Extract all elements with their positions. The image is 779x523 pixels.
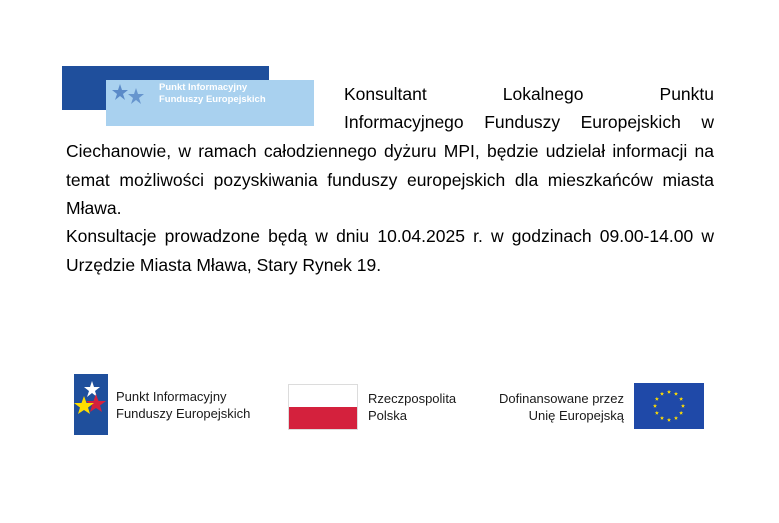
fe-footer-line1: Punkt Informacyjny [116,389,227,404]
header-logo-text [159,82,266,106]
ue-footer-line2: Unię Europejską [528,408,624,423]
header-logo-line1: Punkt Informacyjny [159,82,248,93]
body-paragraph-1-line-2: Informacyjnego Funduszy Europejskich w [344,112,714,132]
header-logo-line2: Funduszy Europejskich [159,94,266,105]
body-paragraph-1-line-1: Konsultant Lokalnego Punktu [344,84,714,104]
ue-footer-line1: Dofinansowane przez [498,391,624,406]
fe-star-logo-icon [74,374,108,435]
rp-footer-line1: Rzeczpospolita [368,391,457,406]
rp-footer-label [368,390,456,424]
fe-footer-line2: Funduszy Europejskich [116,406,251,421]
body-paragraph-1-rest: Ciechanowie, w ramach całodziennego dyżuru MPI, będzie udzielał informacji na temat możliwości pozyskiwania funduszy europejskich dla mieszkańców miasta Mława. [66,141,714,218]
polish-flag-icon [288,384,358,430]
body-paragraph-2: Konsultacje prowadzone będą w dniu 10.04.2025 r. w godzinach 09.00-14.00 w Urzędzie Miasta Mława, Stary Rynek 19. [66,226,714,275]
rp-footer-line2: Polska [368,408,408,423]
fe-footer-label [116,388,250,422]
ue-footer-label [492,390,624,424]
logo-stars-icon [106,80,150,110]
eu-flag-icon [634,383,704,429]
header-fe-logo [62,66,314,126]
